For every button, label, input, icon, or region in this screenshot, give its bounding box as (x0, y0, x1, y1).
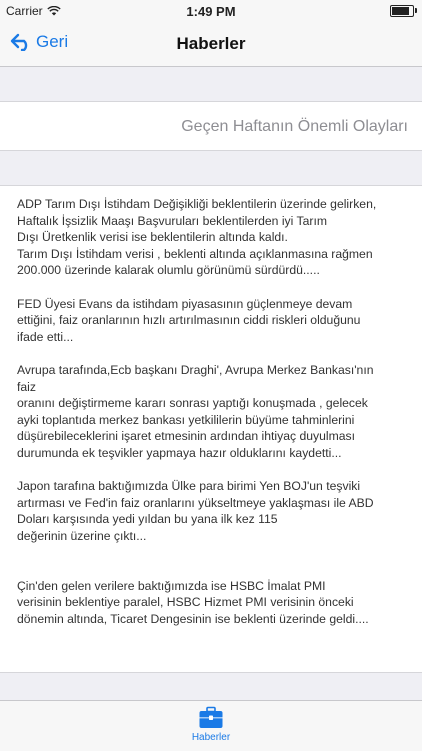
article-paragraph: ADP Tarım Dışı İstihdam Değişikliği beklentilerin üzerinde gelirken, Haftalık İşsizlik Maaşı Başvuruları beklentilerden iyi Tarım Dışı Üretkenlik verisi ise beklentilerin altında kaldı. Tarım Dışı İstihdam verisi , beklenti altında açıklanmasına rağmen 200.000 üzerinde kalarak olumlu görünümü sürdürdü..... (17, 197, 377, 278)
article-body (17, 196, 409, 644)
tab-haberler[interactable] (0, 706, 422, 743)
spacer (0, 673, 422, 700)
page-title: Haberler (176, 34, 246, 53)
status-bar (0, 0, 422, 22)
article-content (0, 186, 422, 673)
back-button-label: Geri (36, 32, 69, 51)
spacer (0, 151, 422, 186)
tab-bar (0, 700, 422, 751)
article-paragraph: Çin'den gelen verilere baktığımızda ise HSBC İmalat PMI verisinin beklentiye paralel, HSBC Hizmet PMI verisinin önceki dönemin altında, Ticaret Dengesinin ise beklenti üzerinde geldi.... (17, 578, 369, 626)
battery-fill (392, 7, 409, 15)
battery-icon (390, 5, 414, 17)
briefcase-icon (198, 706, 224, 730)
section-header (0, 102, 422, 151)
article-paragraph: Avrupa tarafında,Ecb başkanı Draghi', Avrupa Merkez Bankası'nın faiz oranını değiştirmeme kararı sonrası yaptığı konuşmada , gelecek ayki toplantıda merkez bankası yetkililerin büyüme tahminlerini düşürebileceklerini işaret etmesinin ardından ihtiyaç duyulması durumunda ek teşvikler yapmaya hazır olduklarını kaydetti... (17, 362, 374, 460)
navigation-bar (0, 22, 422, 67)
tab-label: Haberler (191, 732, 231, 743)
article-paragraph: FED Üyesi Evans da istihdam piyasasının güçlenmeye devam ettiğini, faiz oranlarının hızlı artırılmasının ciddi riskleri olduğunu ifade etti... (17, 296, 361, 344)
spacer (0, 67, 422, 102)
article-paragraph: Japon tarafına baktığımızda Ülke para birimi Yen BOJ'un teşviki artırması ve Fed'in faiz oranlarını yükseltmeye yaklaşması ile ABD Doları karşısında yedi yıldan bu yana ilk kez 115 değerinin üzerine çıktı... (17, 479, 374, 543)
carrier-label: Carrier (6, 4, 43, 18)
section-title: Geçen Haftanın Önemli Olayları (181, 118, 408, 135)
status-time: 1:49 PM (186, 4, 236, 19)
